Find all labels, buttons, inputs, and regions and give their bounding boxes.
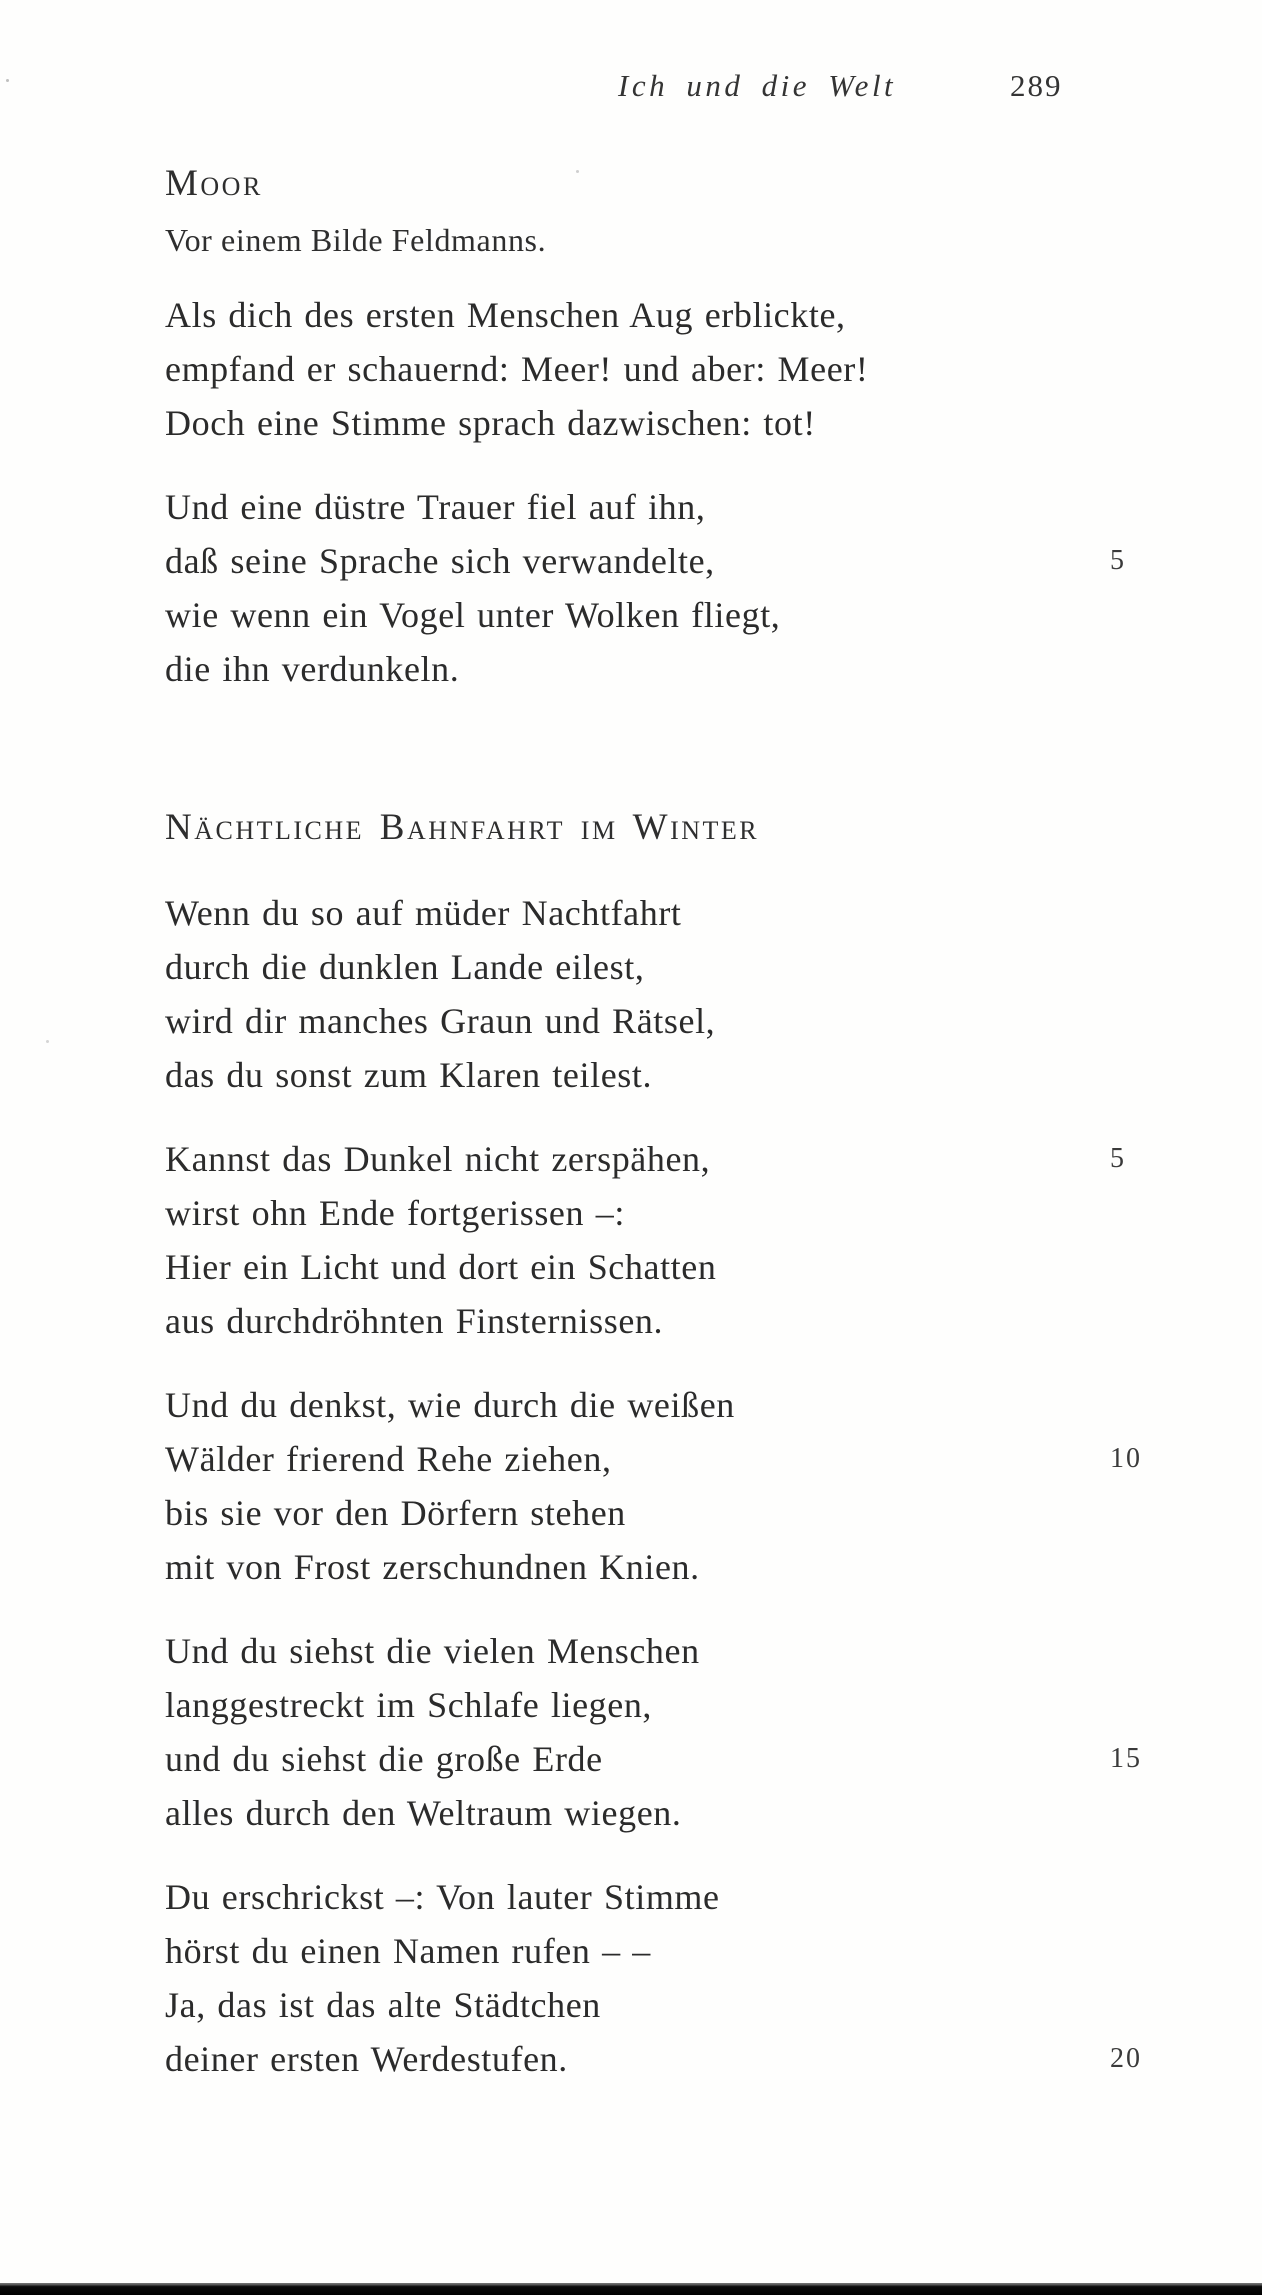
scan-speck [46, 1040, 49, 1043]
verse-text: Wenn du so auf müder Nachtfahrt [165, 893, 682, 933]
verse-text: langgestreckt im Schlafe liegen, [165, 1685, 653, 1725]
stanza [165, 1624, 1195, 1840]
poem-content [165, 0, 1195, 2295]
verse-line [165, 288, 1195, 342]
verse-text: alles durch den Weltraum wiegen. [165, 1793, 682, 1833]
verse-line [165, 1432, 1195, 1486]
verse-text: die ihn verdunkeln. [165, 649, 460, 689]
page-scan-edge [0, 2283, 1262, 2295]
verse-line [165, 1132, 1195, 1186]
verse-text: Wälder frierend Rehe ziehen, [165, 1439, 612, 1479]
page-number: 289 [1010, 68, 1063, 103]
verse-line [165, 480, 1195, 534]
verse-line [165, 342, 1195, 396]
verse-text: Du erschrickst –: Von lauter Stimme [165, 1877, 720, 1917]
verse-text: Ja, das ist das alte Städtchen [165, 1985, 601, 2025]
stanza [165, 1378, 1195, 1594]
verse-line [165, 1678, 1195, 1732]
verse-line [165, 1186, 1195, 1240]
verse-line [165, 642, 1195, 696]
verse-line [165, 534, 1195, 588]
poem-title: Nächtliche Bahnfahrt im Winter [165, 807, 760, 848]
stanza [165, 886, 1195, 1102]
verse-line [165, 1240, 1195, 1294]
verse-line-number: 5 [1110, 545, 1126, 576]
verse-line [165, 886, 1195, 940]
verse-line [165, 1294, 1195, 1348]
verse-text: Hier ein Licht und dort ein Schatten [165, 1247, 717, 1287]
verse-text: das du sonst zum Klaren teilest. [165, 1055, 653, 1095]
poem-subtitle: Vor einem Bilde Feldmanns. [165, 222, 547, 258]
verse-line-number: 15 [1110, 1743, 1142, 1774]
stanza [165, 288, 1195, 450]
verse-text: Als dich des ersten Menschen Aug erblickte, [165, 295, 846, 335]
verse-text: Und du siehst die vielen Menschen [165, 1631, 700, 1671]
verse-line [165, 2032, 1195, 2086]
scan-speck [6, 79, 9, 82]
verse-text: Doch eine Stimme sprach dazwischen: tot! [165, 403, 816, 443]
verse-text: deiner ersten Werdestufen. [165, 2039, 568, 2079]
verse-text: Und eine düstre Trauer fiel auf ihn, [165, 487, 706, 527]
verse-text: empfand er schauernd: Meer! und aber: Meer! [165, 349, 869, 389]
verse-line [165, 1048, 1195, 1102]
verse-text: bis sie vor den Dörfern stehen [165, 1493, 626, 1533]
verse-text: Und du denkst, wie durch die weißen [165, 1385, 735, 1425]
verse-text: und du siehst die große Erde [165, 1739, 603, 1779]
verse-line-number: 5 [1110, 1143, 1126, 1174]
verse-text: Kannst das Dunkel nicht zerspähen, [165, 1139, 711, 1179]
verse-line [165, 1786, 1195, 1840]
verse-line [165, 1540, 1195, 1594]
scan-speck [576, 170, 579, 173]
stanza [165, 1870, 1195, 2086]
verse-text: wie wenn ein Vogel unter Wolken fliegt, [165, 595, 781, 635]
verse-line [165, 1978, 1195, 2032]
stanza [165, 480, 1195, 696]
verse-line [165, 940, 1195, 994]
stanza [165, 1132, 1195, 1348]
verse-line [165, 1732, 1195, 1786]
verse-text: daß seine Sprache sich verwandelte, [165, 541, 715, 581]
verse-line-number: 10 [1110, 1443, 1142, 1474]
verse-line [165, 1624, 1195, 1678]
verse-line [165, 1870, 1195, 1924]
poem-title: Moor [165, 163, 263, 204]
verse-line [165, 1924, 1195, 1978]
verse-line-number: 20 [1110, 2043, 1142, 2074]
verse-text: mit von Frost zerschundnen Knien. [165, 1547, 700, 1587]
verse-line [165, 1486, 1195, 1540]
verse-text: durch die dunklen Lande eilest, [165, 947, 645, 987]
verse-line [165, 1378, 1195, 1432]
verse-text: aus durchdröhnten Finsternissen. [165, 1301, 664, 1341]
verse-line [165, 588, 1195, 642]
verse-text: wirst ohn Ende fortgerissen –: [165, 1193, 625, 1233]
verse-line [165, 994, 1195, 1048]
running-title: Ich und die Welt [618, 68, 897, 103]
verse-line [165, 396, 1195, 450]
verse-text: hörst du einen Namen rufen – – [165, 1931, 651, 1971]
verse-text: wird dir manches Graun und Rätsel, [165, 1001, 716, 1041]
